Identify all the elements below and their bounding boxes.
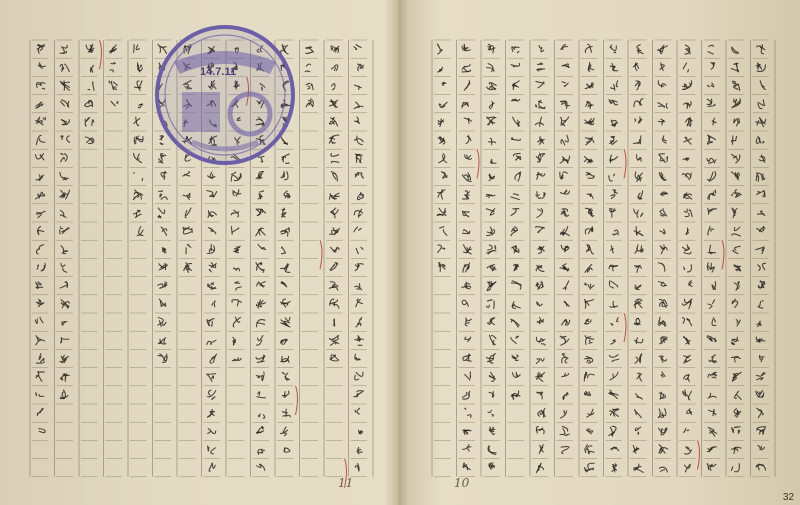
corner-number: 32 — [782, 492, 794, 503]
page-number-left: 11 — [338, 476, 354, 490]
handwriting-right — [402, 0, 800, 505]
manuscript-page-right — [402, 0, 800, 505]
page-number-right: 10 — [454, 476, 470, 490]
manuscript-page-left — [0, 0, 398, 505]
stamp-date: 14.7.11 — [200, 66, 237, 78]
library-stamp — [152, 22, 298, 168]
